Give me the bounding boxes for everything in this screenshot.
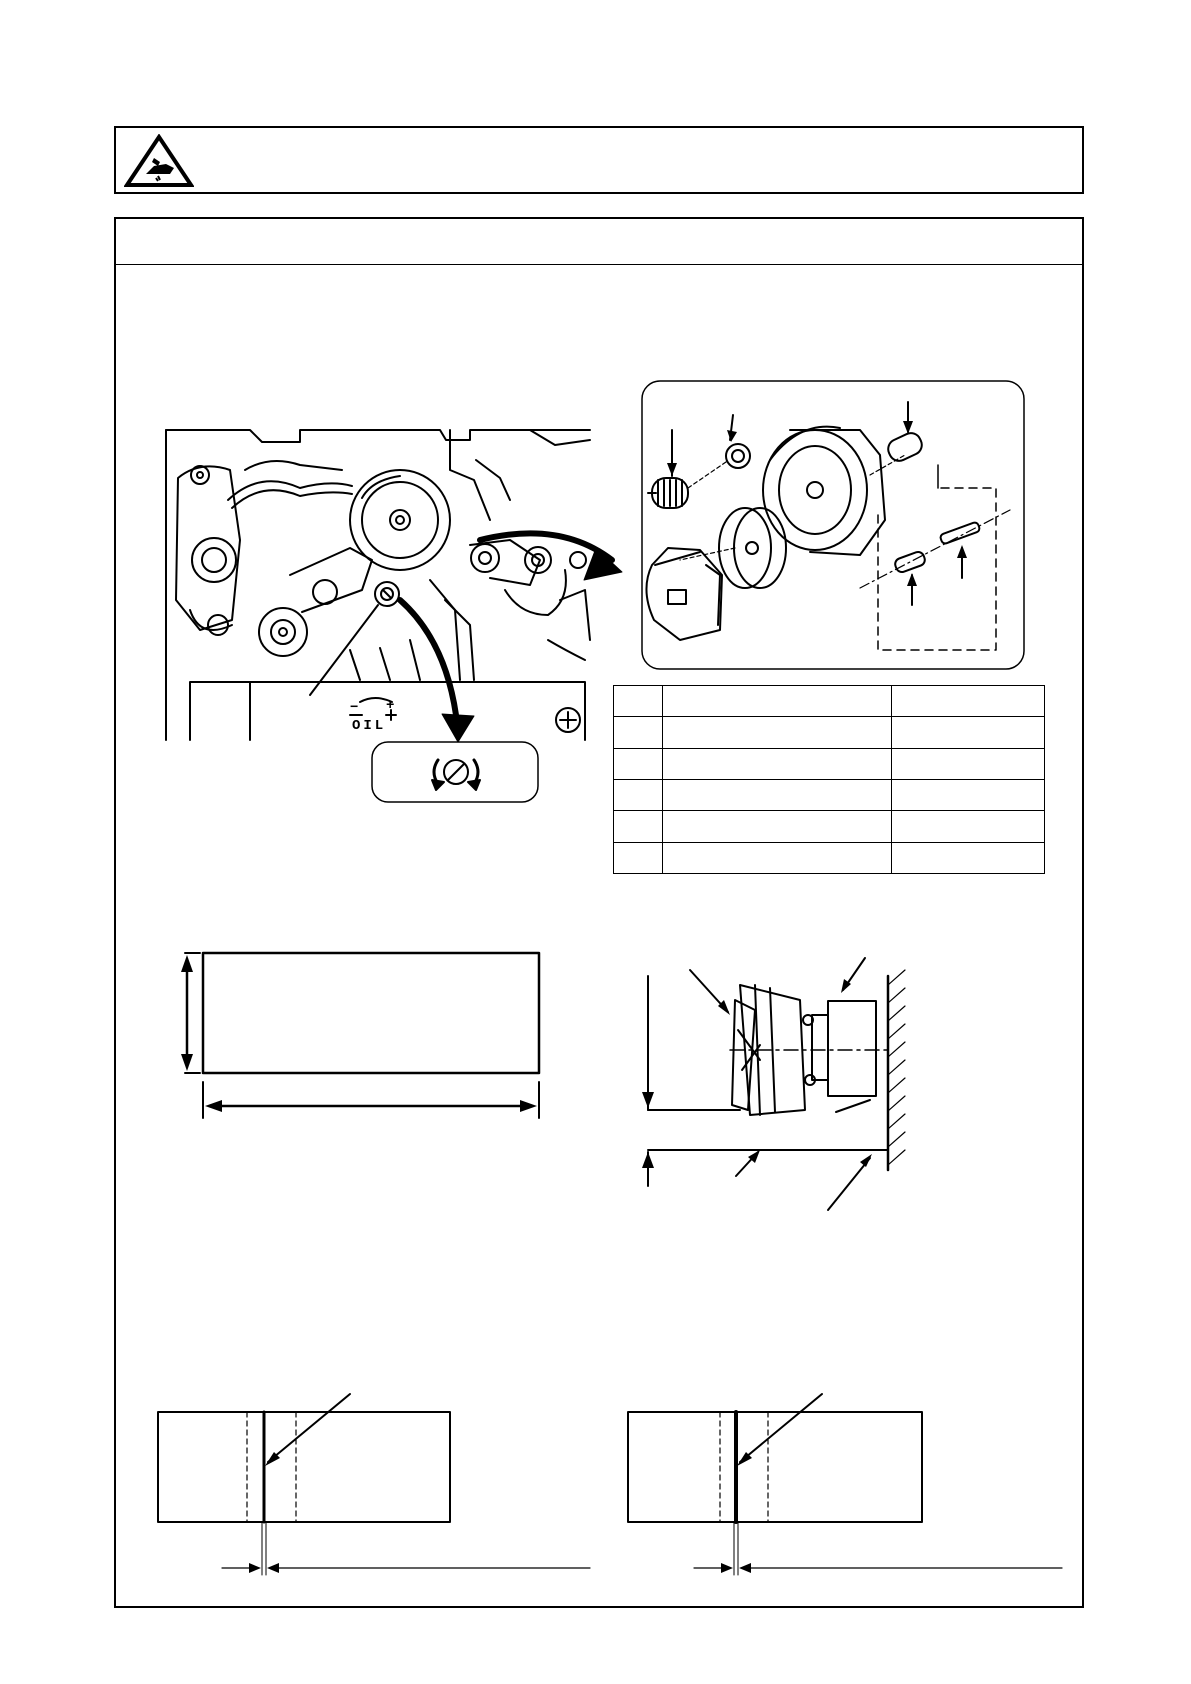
machine-bed-illustration <box>166 430 590 740</box>
table-cell <box>614 842 663 873</box>
table-row <box>614 717 1045 748</box>
oil-test-paper-icon <box>181 953 539 1118</box>
table-cell <box>614 686 663 717</box>
table-cell <box>614 717 663 748</box>
table-cell <box>663 748 892 779</box>
table-cell <box>892 811 1045 842</box>
hook-side-view-icon <box>642 958 905 1210</box>
oil-dial-label: OIL <box>352 718 387 734</box>
table-cell <box>614 779 663 810</box>
oil-dial-plus: + <box>386 698 395 714</box>
oil-stain-paper-icon <box>158 1394 1062 1575</box>
table-cell <box>663 717 892 748</box>
table-cell <box>614 811 663 842</box>
table-cell <box>892 686 1045 717</box>
table-row <box>614 811 1045 842</box>
table-cell <box>892 717 1045 748</box>
table-cell <box>892 779 1045 810</box>
arrow-to-screw-callout <box>400 600 456 715</box>
table-cell <box>892 748 1045 779</box>
table-row <box>614 686 1045 717</box>
table-row <box>614 748 1045 779</box>
table-cell <box>663 779 892 810</box>
table-cell <box>663 686 892 717</box>
table-cell <box>663 842 892 873</box>
adjust-screw-icon <box>432 760 480 790</box>
parts-table <box>613 685 1045 874</box>
rotary-hook-parts-icon <box>646 402 1010 650</box>
oil-dial-minus: − <box>350 700 359 716</box>
table-cell <box>614 748 663 779</box>
table-cell <box>892 842 1045 873</box>
table-row <box>614 779 1045 810</box>
table-row <box>614 842 1045 873</box>
table-cell <box>663 811 892 842</box>
